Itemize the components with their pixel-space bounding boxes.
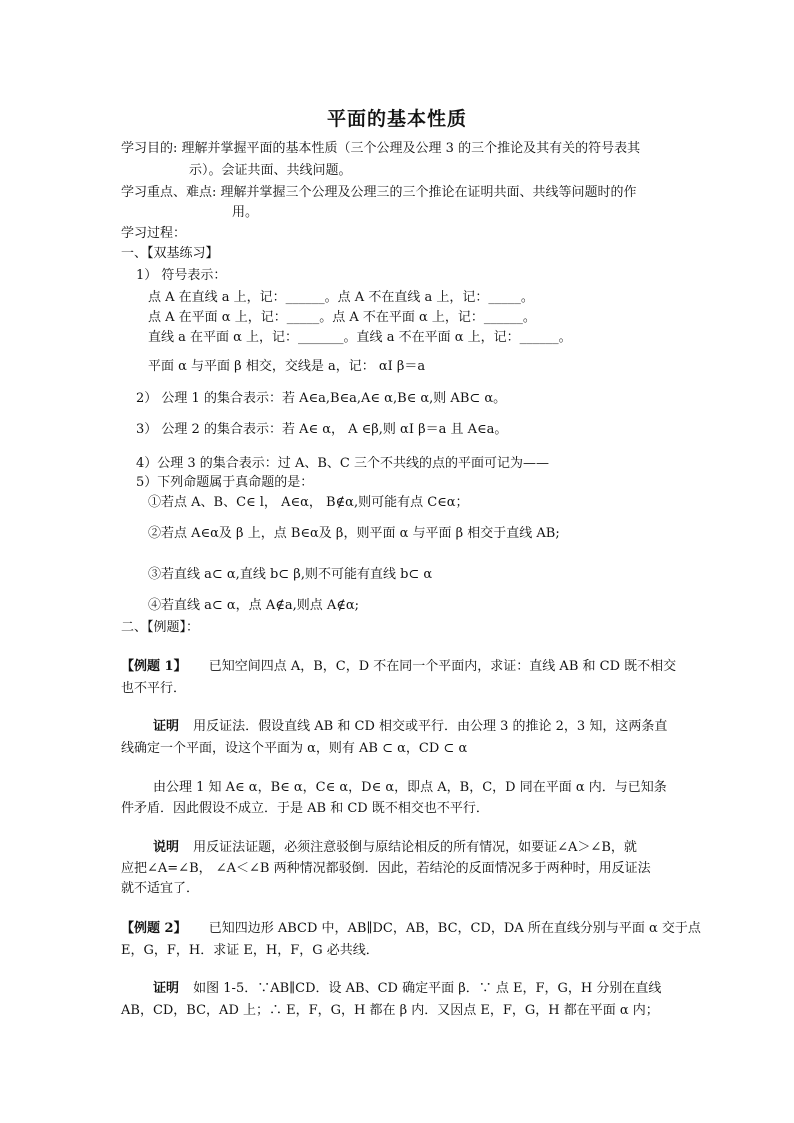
proof1-text: 用反证法．假设直线 AB 和 CD 相交或平行．由公理 3 的推论 2，3 知，这两条直	[193, 719, 668, 734]
proof1-line1	[153, 718, 667, 736]
question-5-item: ①若点 A、B、C∈ l， A∈α， B∉α,则可能有点 C∈α；	[148, 495, 469, 510]
proof2-line2: AB，CD，BC，AD 上；∴ E，F，G，H 都在 β 内．又因点 E，F，G，H 都在平面 α 内；	[121, 1003, 659, 1018]
objectives-label: 学习目的:	[121, 141, 178, 156]
example1-label: 【例题 1】	[121, 659, 187, 674]
note-line1	[153, 839, 637, 857]
question-1-line: 点 A 在直线 a 上，记：______。点 A 不在直线 a 上，记：_____。	[148, 290, 534, 305]
note-line3: 就不适宜了．	[121, 881, 200, 896]
question-1-line: 直线 a 在平面 α 上，记：_______。直线 a 不在平面 α 上，记：______。	[148, 330, 572, 345]
question-5-item: ③若直线 a⊂ α,直线 b⊂ β,则不可能有直线 b⊂ α	[148, 567, 433, 582]
process-label: 学习过程：	[121, 226, 187, 241]
example1-text: 已知空间四点 A，B，C，D 不在同一个平面内，求证：直线 AB 和 CD 既不相交	[208, 659, 677, 674]
proof1b-line2: 件矛盾．因此假设不成立．于是 AB 和 CD 既不相交也不平行．	[121, 801, 489, 816]
page-title: 平面的基本性质	[326, 108, 467, 130]
question-4: 4）公理 3 的集合表示：过 A、B、C 三个不共线的点的平面可记为——	[136, 456, 549, 471]
note-line2: 应把∠A=∠B， ∠A＜∠B 两种情况都驳倒．因此，若结沦的反面情况多于两种时，用反证法	[121, 861, 651, 876]
objectives-line2: 示）。会证共面、共线问题。	[189, 163, 352, 178]
question-1-line: 点 A 在平面 α 上，记：_____。点 A 不在平面 α 上，记：______。	[148, 310, 536, 325]
example1-line1	[121, 658, 676, 676]
proof2-label: 证明	[153, 981, 180, 996]
proof2-line1	[153, 980, 661, 998]
example2-line1	[121, 920, 701, 938]
key-points-label: 学习重点、难点:	[121, 185, 217, 200]
example1-line2: 也不平行．	[121, 681, 187, 696]
section2-heading: 二、【例题】：	[121, 620, 200, 635]
example2-text: 已知四边形 ABCD 中，AB∥DC，AB，BC，CD，DA 所在直线分别与平面 α 交于点	[208, 921, 701, 936]
key-points-line1	[121, 184, 637, 202]
key-points-text: 理解并掌握三个公理及公理三的三个推论在证明共面、共线等问题时的作	[220, 185, 637, 200]
key-points-line2: 用。	[232, 205, 259, 220]
question-3: 3） 公理 2 的集合表示：若 A∈ α， A ∈β,则 αI β＝a 且 A∈a。	[136, 422, 508, 437]
question-5-item: ②若点 A∈α及 β 上，点 B∈α及 β，则平面 α 与平面 β 相交于直线 AB;	[148, 526, 560, 541]
objectives-text: 理解并掌握平面的基本性质（三个公理及公理 3 的三个推论及其有关的符号表其	[181, 141, 641, 156]
example2-line2: E，G，F，H．求证 E，H，F，G 必共线．	[121, 943, 379, 958]
note-text: 用反证法证题，必须注意驳倒与原结论相反的所有情况，如要证∠A＞∠B，就	[193, 840, 637, 855]
proof1-label: 证明	[153, 719, 180, 734]
proof1b-line1: 由公理 1 知 A∈ α，B∈ α，C∈ α，D∈ α，即点 A，B，C，D 同在平面 α 内．与已知条	[153, 780, 667, 795]
example2-label: 【例题 2】	[121, 921, 187, 936]
question-2: 2） 公理 1 的集合表示：若 A∈a,B∈a,A∈ α,B∈ α,则 AB⊂ α。	[136, 391, 507, 406]
question-1: 1） 符号表示：	[136, 268, 227, 283]
question-5-item: ④若直线 a⊂ α，点 A∉a,则点 A∉α;	[148, 598, 360, 613]
objectives-line1	[121, 140, 640, 158]
question-1-line: 平面 α 与平面 β 相交，交线是 a，记： αI β＝a	[148, 359, 426, 374]
proof1-line2: 线确定一个平面，设这个平面为 α，则有 AB ⊂ α，CD ⊂ α	[121, 741, 468, 756]
note-label: 说明	[153, 840, 180, 855]
question-5: 5）下列命题属于真命题的是：	[136, 475, 314, 490]
section1-heading: 一、【双基练习】	[121, 246, 219, 261]
proof2-text: 如图 1-5．∵AB∥CD．设 AB、CD 确定平面 β．∵ 点 E，F，G，H 分别在直线	[193, 981, 662, 996]
